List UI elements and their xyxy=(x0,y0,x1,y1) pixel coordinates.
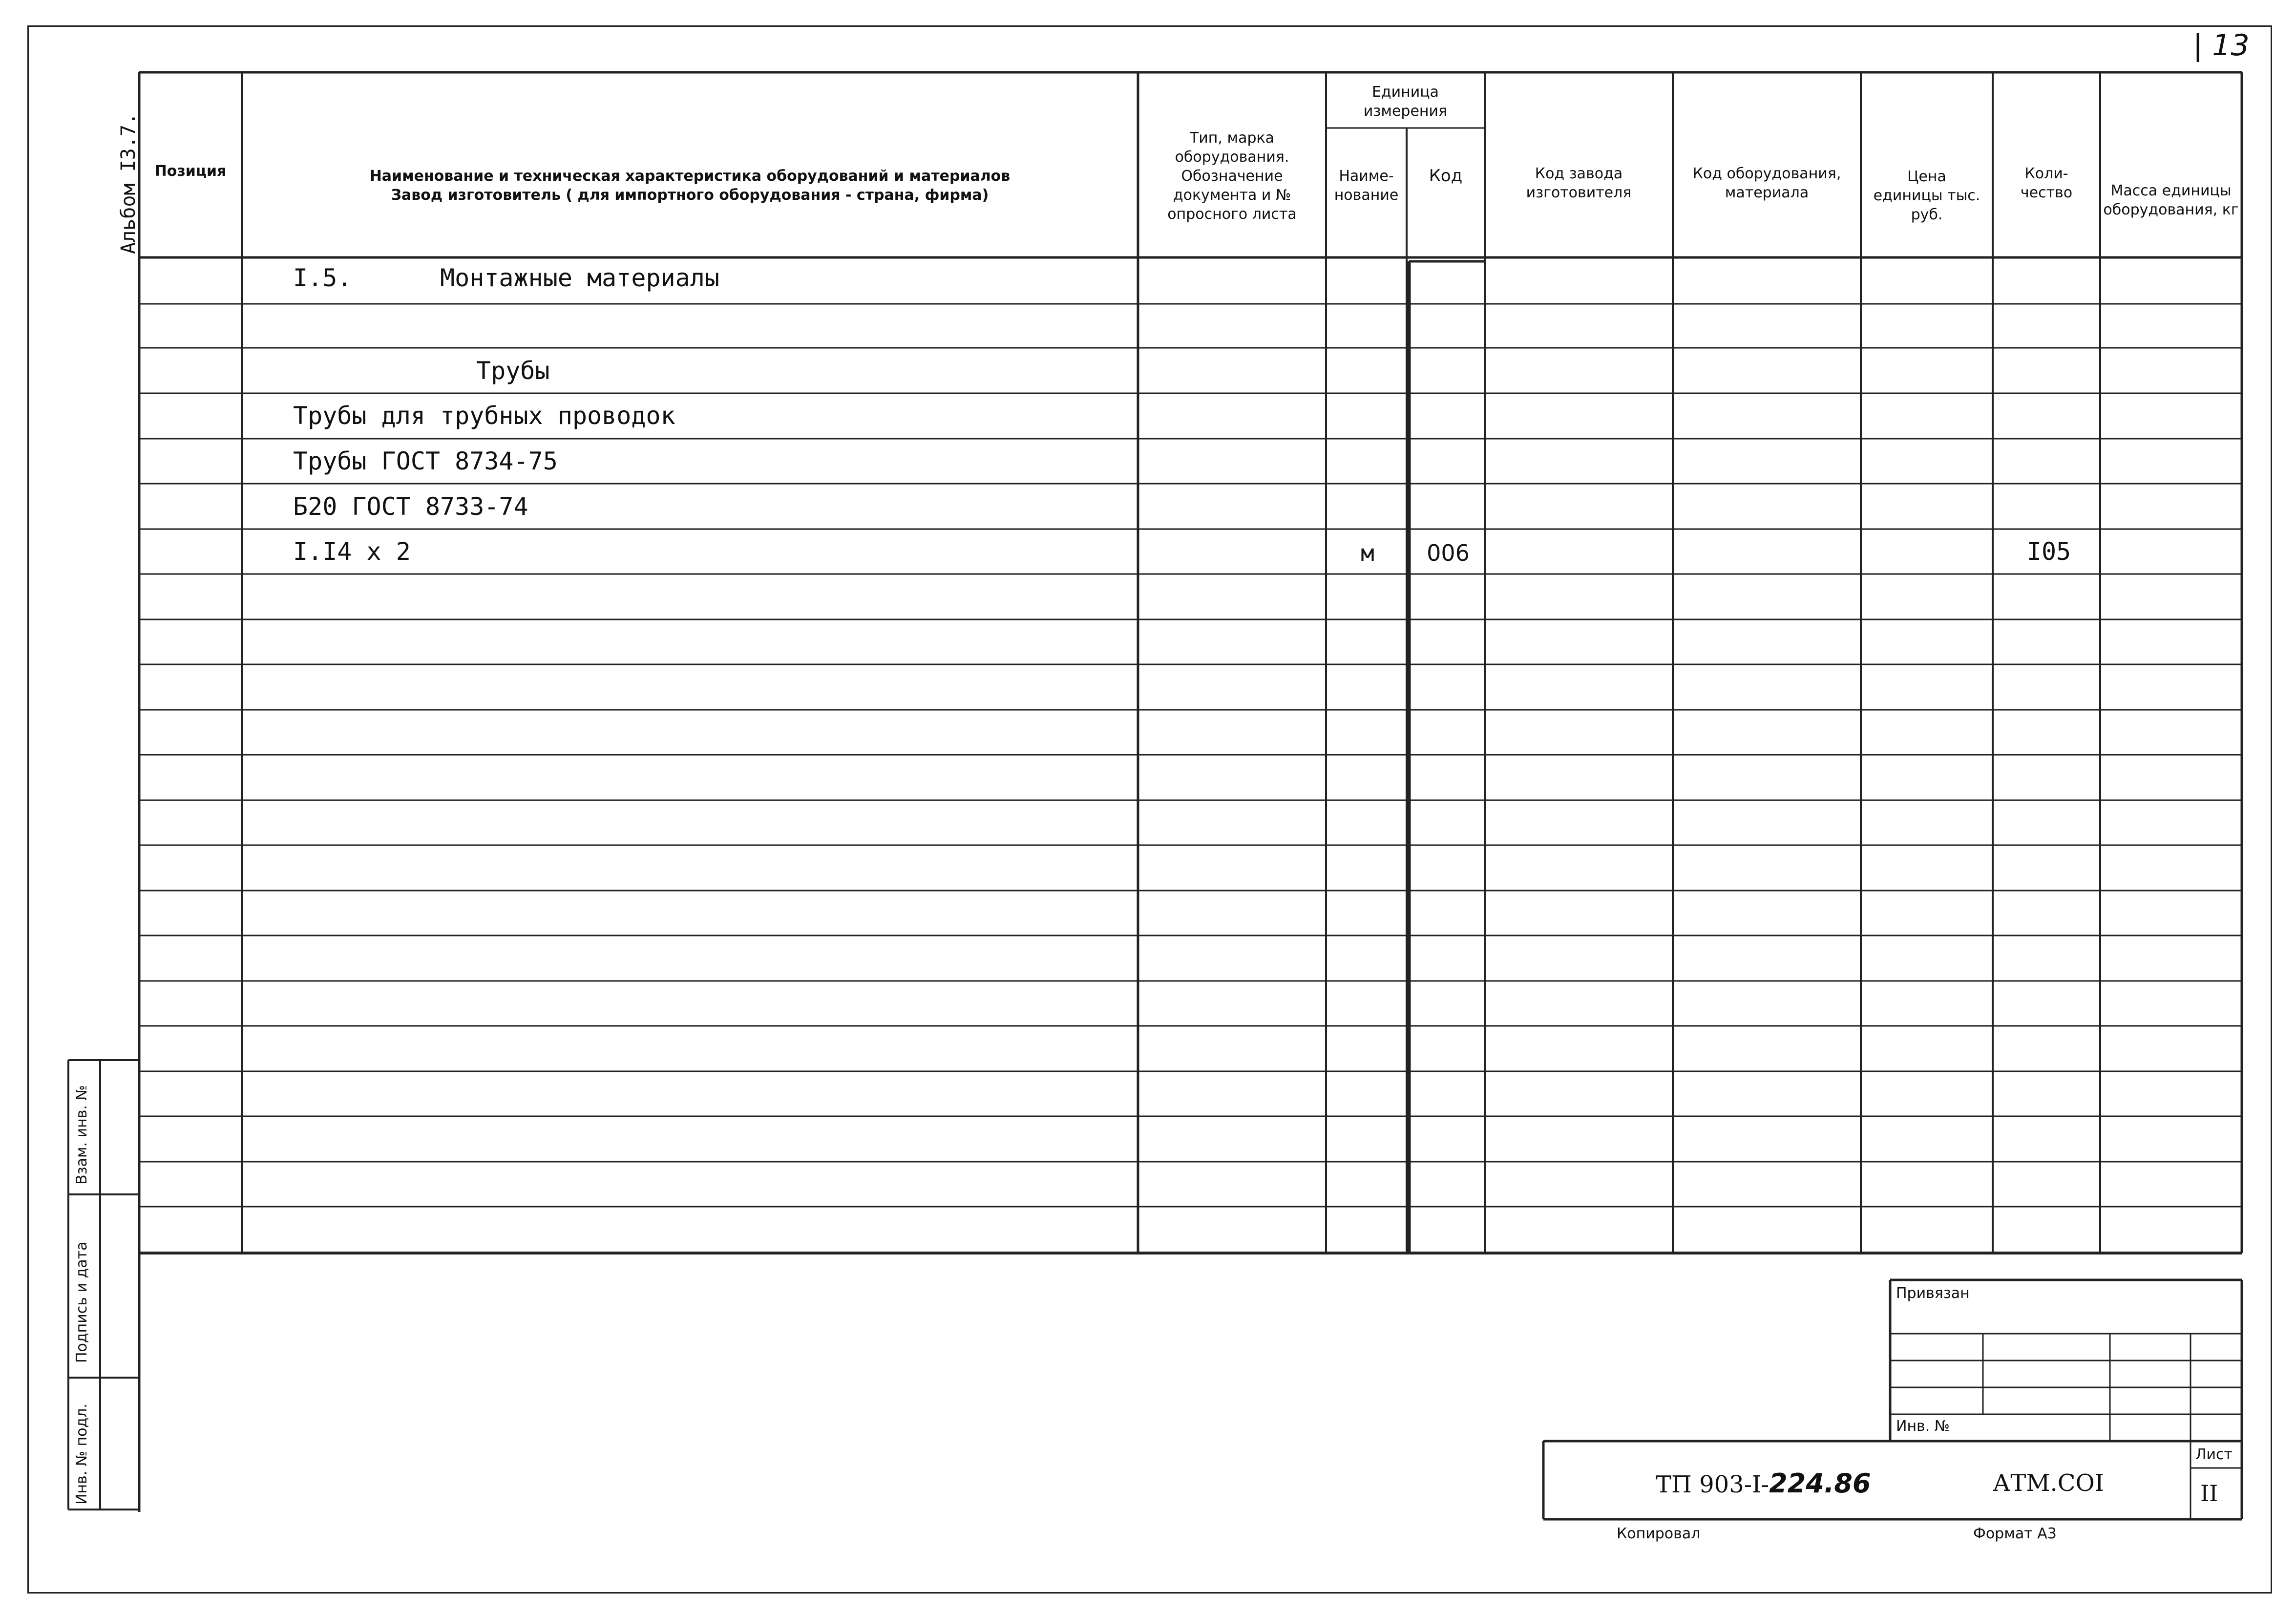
privyazan-label: Привязан xyxy=(1896,1285,1970,1302)
format-label: Формат А3 xyxy=(1973,1525,2057,1542)
row-name: Трубы ГОСТ 8734-75 xyxy=(293,447,558,475)
header-position: Позиция xyxy=(154,162,227,180)
doc-code: АТМ.COI xyxy=(1993,1469,2104,1497)
header-unit-name: Наиме- нование xyxy=(1334,168,1399,204)
doc-designation xyxy=(1656,1468,1871,1499)
row-lines xyxy=(139,304,2242,1207)
row-unit: м xyxy=(1361,540,1374,566)
row-name: Трубы для трубных проводок xyxy=(293,402,675,430)
inv-no-label: Инв. № xyxy=(1896,1418,1950,1435)
header-factory-code: Код завода изготовителя xyxy=(1526,165,1632,201)
row-name: I.5. Монтажные материалы xyxy=(293,264,719,292)
row-name: Б20 ГОСТ 8733-74 xyxy=(293,492,528,521)
page-number-mark: | xyxy=(2193,28,2212,63)
header-quantity: Коли- чество xyxy=(2020,165,2073,201)
stamp-vzam-label: Взам. инв. № xyxy=(73,1085,90,1185)
header-name-line1: Наименование и техническая характеристика оборудований и материалов xyxy=(369,168,1011,185)
header-equipment-code: Код оборудования, материала xyxy=(1692,165,1841,201)
header-unit-code: Код xyxy=(1429,166,1463,186)
row-code: 006 xyxy=(1427,540,1470,566)
header-unit-group: Единица измерения xyxy=(1363,83,1448,120)
page-number-value: 13 xyxy=(2212,28,2250,63)
list-value: II xyxy=(2200,1480,2218,1507)
stamp-inv-podl-label: Инв. № подл. xyxy=(73,1403,90,1505)
row-name: Трубы xyxy=(476,357,550,385)
doc-prefix: ТП 903-I- xyxy=(1656,1471,1769,1498)
header-mass: Масса единицы оборудования, кг xyxy=(2103,182,2239,218)
kopiroval-label: Копировал xyxy=(1617,1525,1701,1542)
header-name xyxy=(244,156,1136,215)
album-label: Альбом I3.7. xyxy=(117,113,140,254)
stamp-podpis-label: Подпись и дата xyxy=(73,1241,90,1363)
row-quantity: I05 xyxy=(2026,537,2071,566)
doc-number: 224.86 xyxy=(1769,1468,1871,1499)
header-name-line2: Завод изготовитель ( для импортного оборудования - страна, фирма) xyxy=(391,187,989,204)
title-block-frame xyxy=(1543,1280,2242,1519)
header-type: Тип, марка оборудования. Обозначение документа и № опросного листа xyxy=(1167,129,1297,223)
row-name: I.I4 x 2 xyxy=(293,537,411,566)
header-price: Цена единицы тыс. руб. xyxy=(1873,168,1980,223)
list-label: Лист xyxy=(2195,1446,2233,1463)
